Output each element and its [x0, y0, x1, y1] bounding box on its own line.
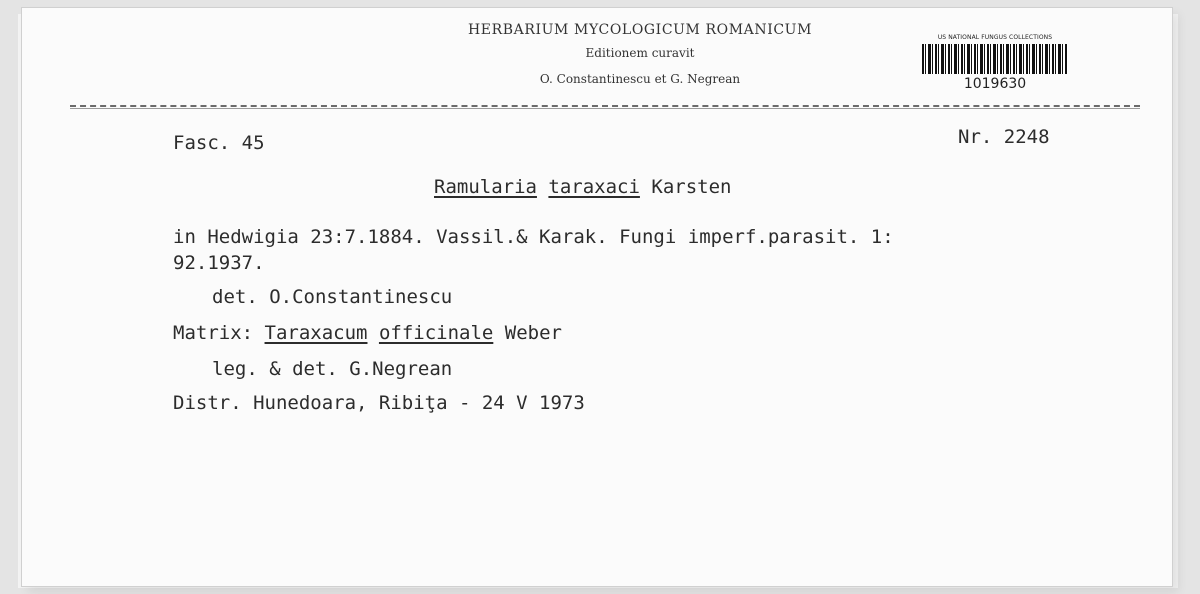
matrix-label: Matrix:: [173, 322, 254, 344]
species-author: Karsten: [651, 176, 732, 198]
citation-line-1: in Hedwigia 23:7.1884. Vassil.& Karak. Fungi imperf.parasit. 1:: [173, 226, 894, 248]
barcode-caption: US NATIONAL FUNGUS COLLECTIONS: [937, 34, 1053, 41]
herbarium-editors: O. Constantinescu et G. Negrean: [539, 72, 741, 86]
host-genus: Taraxacum: [264, 322, 368, 344]
barcode-block: [922, 34, 1068, 100]
host-epithet: officinale: [378, 322, 494, 344]
determiner-line: det. O.Constantinescu: [212, 286, 453, 308]
herbarium-subtitle: Editionem curavit: [585, 46, 695, 60]
species-epithet: taraxaci: [548, 176, 640, 198]
collector-line: leg. & det. G.Negrean: [212, 358, 453, 380]
barcode-number: 1019630: [963, 76, 1027, 92]
species-name: [434, 176, 731, 198]
herbarium-title: HERBARIUM MYCOLOGICUM ROMANICUM: [467, 22, 813, 38]
genus-name: Ramularia: [434, 176, 537, 198]
citation-line-2: 92.1937.: [173, 252, 265, 274]
specimen-number: Nr. 2248: [958, 126, 1050, 148]
fascicle-number: Fasc. 45: [173, 132, 265, 154]
header-divider-solid: [70, 108, 1140, 109]
locality-line: Distr. Hunedoara, Ribiţa - 24 V 1973: [173, 392, 585, 414]
header-divider: [70, 105, 1140, 107]
barcode-image: [922, 44, 1068, 74]
host-author: Weber: [504, 322, 562, 344]
matrix-line: [173, 322, 562, 344]
